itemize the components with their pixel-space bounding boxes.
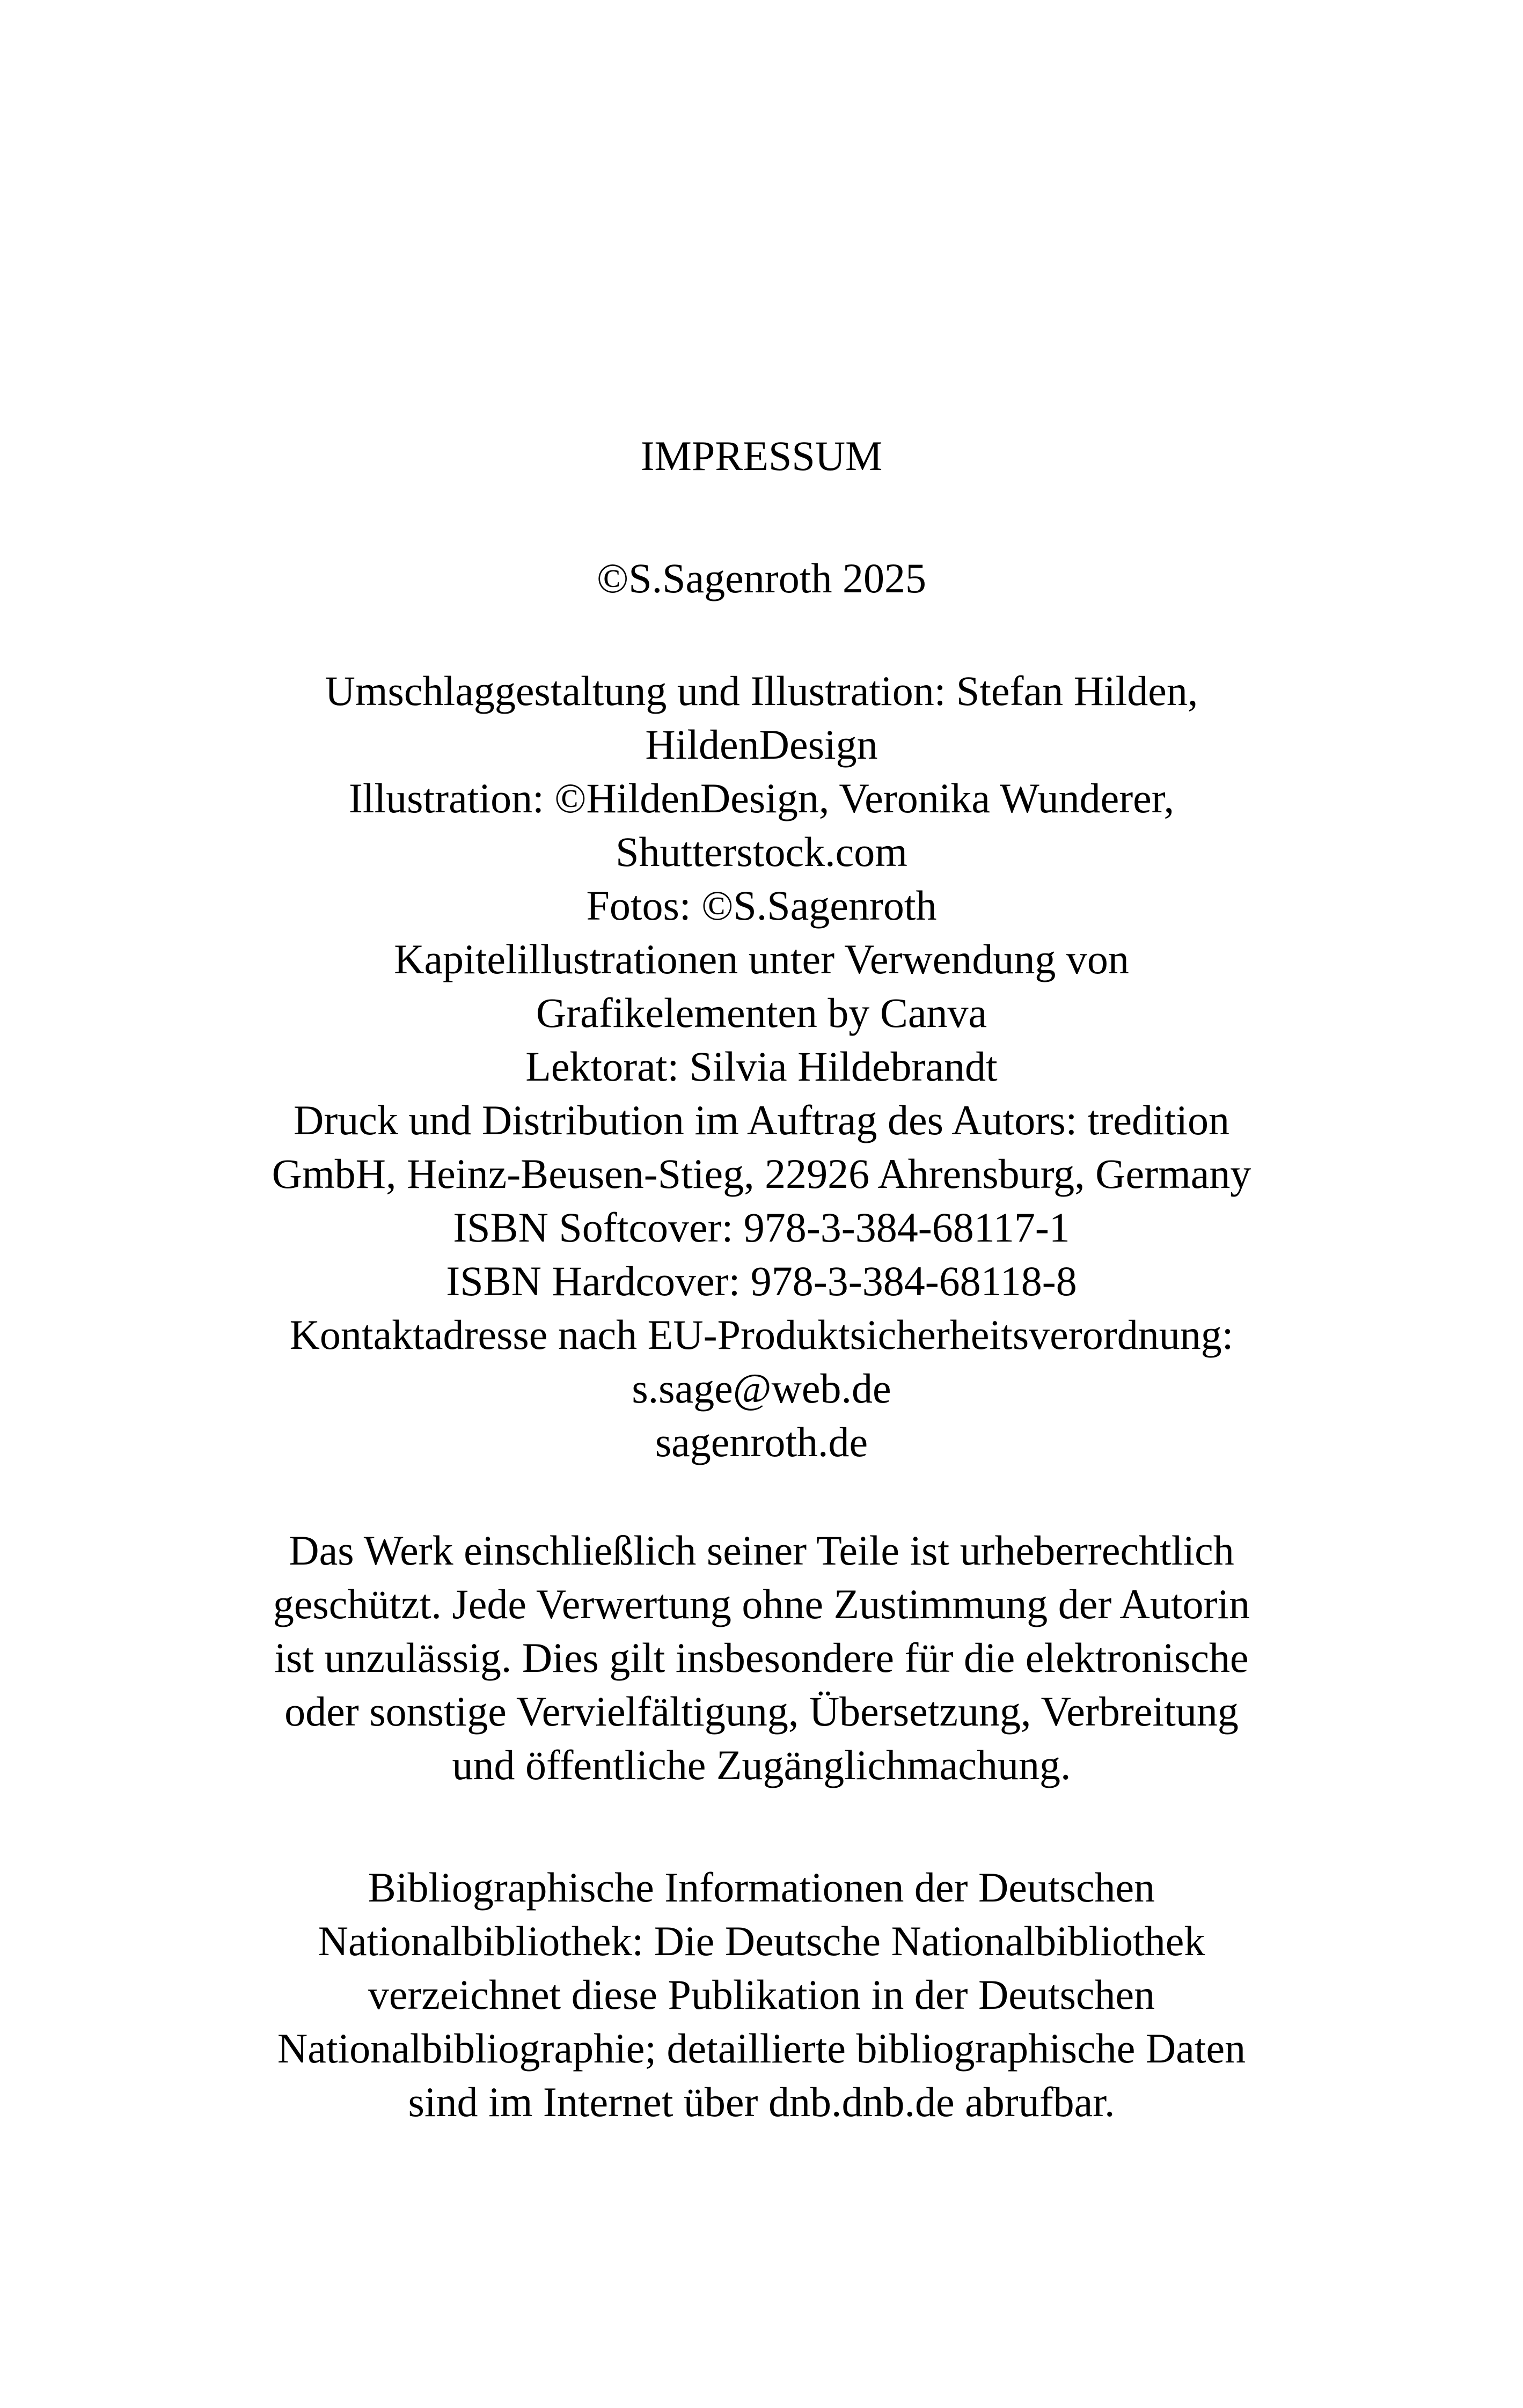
bibliography-line: sind im Internet über dnb.dnb.de abrufbar. — [408, 2079, 1115, 2125]
bibliography-line: Nationalbibliographie; detaillierte bibliographische Daten — [277, 2025, 1246, 2072]
credit-line: Lektorat: Silvia Hildebrandt — [525, 1043, 998, 1090]
rights-line: und öffentliche Zugänglichmachung. — [452, 1742, 1071, 1788]
credit-line: Umschlaggestaltung und Illustration: Stefan Hilden, — [325, 667, 1198, 714]
isbn-softcover: ISBN Softcover: 978-3-384-68117-1 — [453, 1204, 1070, 1251]
credit-line: Kapitelillustrationen unter Verwendung von — [394, 936, 1129, 982]
credit-line: HildenDesign — [645, 721, 878, 768]
imprint-heading: IMPRESSUM — [640, 432, 883, 479]
copyright-line: ©S.Sagenroth 2025 — [597, 555, 926, 601]
credit-line: Grafikelementen by Canva — [536, 989, 987, 1036]
rights-line: geschützt. Jede Verwertung ohne Zustimmung der Autorin — [273, 1581, 1250, 1627]
contact-website: sagenroth.de — [655, 1419, 868, 1465]
credits-section — [107, 664, 1416, 1469]
credit-line: Fotos: ©S.Sagenroth — [586, 882, 937, 929]
rights-line: Das Werk einschließlich seiner Teile ist urheberrechtlich — [289, 1527, 1234, 1574]
rights-notice — [107, 1524, 1416, 1792]
page-title — [107, 429, 1416, 483]
rights-line: oder sonstige Vervielfältigung, Übersetzung, Verbreitung — [284, 1688, 1239, 1735]
credit-line: Illustration: ©HildenDesign, Veronika Wunderer, — [348, 775, 1175, 821]
bibliography-line: Nationalbibliothek: Die Deutsche Nationalbibliothek — [318, 1918, 1205, 1964]
copyright-notice — [107, 552, 1416, 605]
bibliography-line: Bibliographische Informationen der Deutschen — [368, 1864, 1155, 1911]
bibliographic-notice — [107, 1861, 1416, 2129]
credit-line: Druck und Distribution im Auftrag des Autors: tredition — [294, 1097, 1229, 1143]
credit-line: Kontaktadresse nach EU-Produktsicherheitsverordnung: — [289, 1311, 1234, 1358]
credit-line: GmbH, Heinz-Beusen-Stieg, 22926 Ahrensburg, Germany — [272, 1150, 1251, 1197]
isbn-hardcover: ISBN Hardcover: 978-3-384-68118-8 — [446, 1258, 1077, 1304]
rights-line: ist unzulässig. Dies gilt insbesondere für die elektronische — [274, 1634, 1249, 1681]
bibliography-line: verzeichnet diese Publikation in der Deutschen — [368, 1971, 1155, 2018]
credit-line: Shutterstock.com — [616, 828, 907, 875]
contact-email: s.sage@web.de — [632, 1365, 891, 1412]
